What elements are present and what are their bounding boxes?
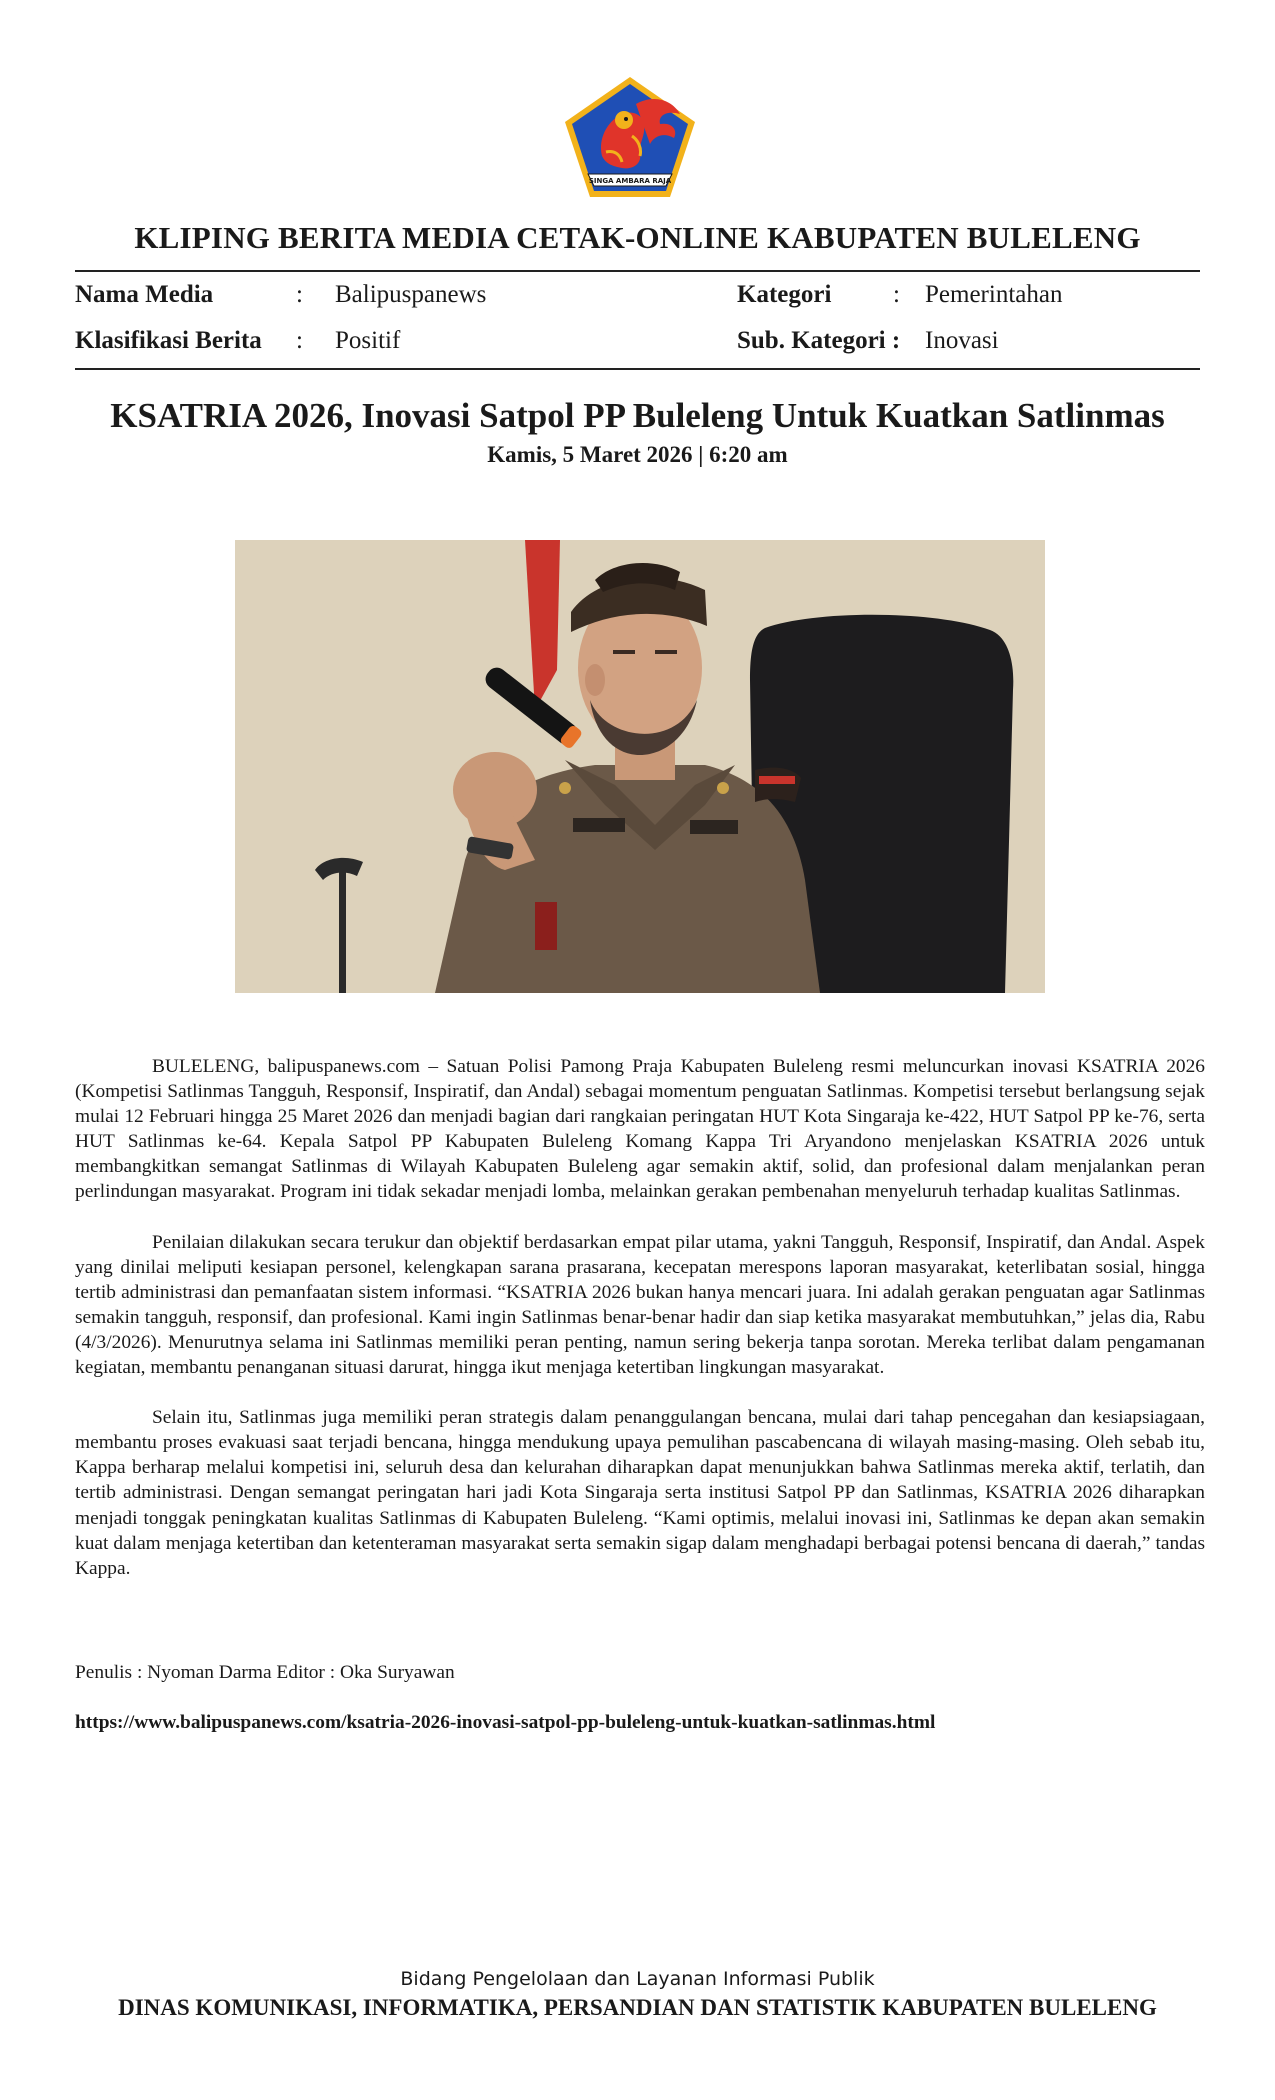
meta-divider: [75, 368, 1200, 370]
footer-department: Bidang Pengelolaan dan Layanan Informasi Publik: [400, 1968, 875, 1990]
kategori-value: Pemerintahan: [925, 281, 1063, 308]
article-date: Kamis, 5 Maret 2026 | 6:20 am: [487, 442, 788, 467]
kategori-label: Kategori: [737, 281, 832, 308]
subkategori-value: Inovasi: [925, 327, 999, 354]
media-value: Balipuspanews: [335, 281, 487, 308]
source-link[interactable]: https://www.balipuspanews.com/ksatria-2026-inovasi-satpol-pp-buleleng-untuk-kuatkan-satlinmas.html: [75, 1712, 936, 1733]
header-divider: [75, 270, 1200, 272]
logo-motto: SINGA AMBARA RAJA: [588, 177, 672, 185]
article-title: KSATRIA 2026, Inovasi Satpol PP Buleleng Untuk Kuatkan Satlinmas: [110, 396, 1165, 435]
article-paragraph: Selain itu, Satlinmas juga memiliki peran strategis dalam penanggulangan bencana, mulai dari tahap pencegahan dan kesiapsiagaan, membantu proses evakuasi saat terjadi bencana, hingga mendukung upaya pemulihan pascabencana di wilayah masing-masing. Oleh sebab itu, Kappa berharap melalui kompetisi ini, seluruh desa dan kelurahan diharapkan dapat menunjukkan bahwa Satlinmas mereka aktif, terlatih, dan tertib administrasi. Dengan semangat peringatan hari jadi Kota Singaraja serta institusi Satpol PP dan Satlinmas, KSATRIA 2026 diharapkan menjadi tonggak peningkatan kualitas Satlinmas di Kabupaten Buleleng. “Kami optimis, melalui inovasi ini, Satlinmas ke depan akan semakin kuat dalam menjaga ketertiban dan ketenteraman masyarakat serta semakin sigap dalam menghadapi berbagai potensi bencana di daerah,” tandas Kappa.: [75, 1407, 1205, 1579]
media-label: Nama Media: [75, 281, 214, 308]
article-paragraph: BULELENG, balipuspanews.com – Satuan Polisi Pamong Praja Kabupaten Buleleng resmi meluncurkan inovasi KSATRIA 2026 (Kompetisi Satlinmas Tangguh, Responsif, Inspiratif, dan Andal) sebagai momentum penguatan Satlinmas. Kompetisi tersebut berlangsung sejak mulai 12 Februari hingga 25 Maret 2026 dan menjadi bagian dari rangkaian peringatan HUT Kota Singaraja ke-422, HUT Satpol PP ke-76, serta HUT Satlinmas ke-64. Kepala Satpol PP Kabupaten Buleleng Komang Kappa Tri Aryandono menjelaskan KSATRIA 2026 untuk membangkitkan semangat Satlinmas di Wilayah Kabupaten Buleleng agar semakin aktif, solid, dan profesional dalam menjalankan peran perlindungan masyarakat. Program ini tidak sekadar menjadi lomba, melainkan gerakan pembenahan menyeluruh terhadap kualitas Satlinmas.: [75, 1056, 1205, 1203]
document-title: KLIPING BERITA MEDIA CETAK-ONLINE KABUPATEN BULELENG: [134, 220, 1141, 255]
klasifikasi-label: Klasifikasi Berita: [75, 327, 262, 354]
klasifikasi-value: Positif: [335, 327, 401, 354]
kategori-colon: :: [893, 281, 900, 308]
article-paragraph: Penilaian dilakukan secara terukur dan objektif berdasarkan empat pilar utama, yakni Tangguh, Responsif, Inspiratif, dan Andal. Aspek yang dinilai meliputi kesiapan personel, kelengkapan sarana prasarana, kecepatan merespons laporan masyarakat, keterlibatan sosial, hingga tertib administrasi dan pemanfaatan sistem informasi. “KSATRIA 2026 bukan hanya mencari juara. Ini adalah gerakan penguatan agar Satlinmas semakin tangguh, responsif, dan profesional. Kami ingin Satlinmas benar-benar hadir dan siap ketika masyarakat membutuhkan,” jelas dia, Rabu (4/3/2026). Menurutnya selama ini Satlinmas memiliki peran penting, namun sering bekerja tanpa sorotan. Mereka terlibat dalam pengamanan kegiatan, membantu penanganan situasi darurat, hingga ikut menjaga ketertiban lingkungan masyarakat.: [75, 1231, 1205, 1379]
subkategori-label: Sub. Kategori :: [737, 327, 901, 354]
article-credits: Penulis : Nyoman Darma Editor : Oka Suryawan: [75, 1662, 455, 1683]
article-photo: [235, 540, 1045, 993]
kabupaten-buleleng-logo: [562, 74, 698, 200]
klasifikasi-colon: :: [296, 327, 303, 354]
article-body: [75, 1054, 1205, 1606]
footer-agency: DINAS KOMUNIKASI, INFORMATIKA, PERSANDIAN DAN STATISTIK KABUPATEN BULELENG: [118, 1995, 1157, 2020]
media-colon: :: [296, 281, 303, 308]
